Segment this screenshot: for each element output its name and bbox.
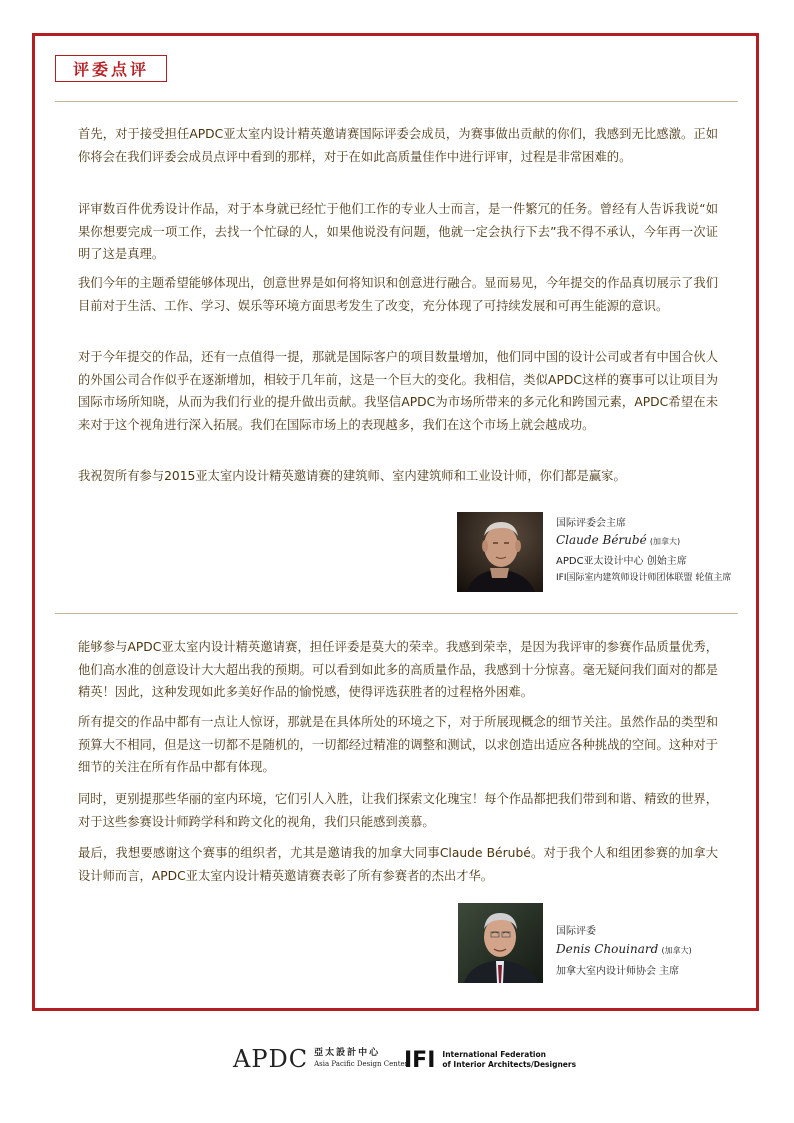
signature-block-1: [556, 516, 731, 586]
ifi-logo-line-2: of Interior Architects/Designers: [442, 1060, 577, 1069]
apdc-logo-chinese: 亞太設計中心: [314, 1048, 381, 1058]
signature-name: Denis Chouinard: [556, 942, 659, 956]
apdc-logo-word: APDC: [233, 1045, 309, 1073]
paragraph-2-1: 能够参与APDC亚太室内设计精英邀请赛，担任评委是莫大的荣幸。我感到荣幸，是因为我评审的参赛作品质量优秀，他们高水准的创意设计大大超出我的预期。可以看到如此多的高质量作品，我感到十分惊喜。毫无疑问我们面对的都是精英！因此，这种发现如此多美好作品的愉悦感，使得评选获胜者的过程格外困难。: [78, 640, 718, 699]
section-title: 评委点评: [55, 55, 167, 82]
ifi-logo-word: IFI: [404, 1047, 436, 1073]
divider-top: [55, 101, 738, 102]
signature-country: (加拿大): [649, 537, 681, 546]
signature-role-apdc: APDC亚太设计中心 创始主席: [556, 556, 687, 567]
paragraph-2-4: 最后，我想要感谢这个赛事的组织者，尤其是邀请我的加拿大同事Claude Bérubé。对于我个人和组团参赛的加拿大设计师而言，APDC亚太室内设计精英邀请赛表彰了所有参赛者的杰出才华。: [78, 846, 718, 883]
paragraph-1-4: 对于今年提交的作品，还有一点值得一提，那就是国际客户的项目数量增加，他们同中国的设计公司或者有中国合伙人的外国公司合作似乎在逐渐增加，相较于几年前，这是一个巨大的变化。我相信，类似APDC这样的赛事可以让项目为国际市场所知晓，从而为我们行业的提升做出贡献。我坚信APDC为市场所带来的多元化和跨国元素，APDC希望在未来对于这个视角进行深入拓展。我们在国际市场上的表现越多，我们在这个市场上就会越成功。: [78, 350, 718, 432]
paragraph-2-3: 同时，更别提那些华丽的室内环境，它们引人入胜，让我们探索文化瑰宝！每个作品都把我们带到和谐、精致的世界，对于这些参赛设计师跨学科和跨文化的视角，我们只能感到羡慕。: [78, 792, 718, 829]
paragraph-1-1: 首先，对于接受担任APDC亚太室内设计精英邀请赛国际评委会成员，为赛事做出贡献的你们，我感到无比感激。正如你将会在我们评委会成员点评中看到的那样，对于在如此高质量佳作中进行评审，过程是非常困难的。: [78, 127, 718, 164]
signature-role-association: 加拿大室内设计师协会 主席: [556, 966, 680, 977]
signature-name: Claude Bérubé: [556, 533, 647, 547]
paragraph-1-5: 我祝贺所有参与2015亚太室内设计精英邀请赛的建筑师、室内建筑师和工业设计师，你们都是赢家。: [78, 469, 626, 483]
ifi-logo-line-1: International Federation: [442, 1050, 546, 1059]
signature-role: 国际评委会主席: [556, 518, 626, 529]
apdc-logo: [233, 1044, 408, 1074]
portrait-claude-berube: [457, 512, 543, 592]
paragraph-1-3: 我们今年的主题希望能够体现出，创意世界是如何将知识和创意进行融合。显而易见，今年提交的作品真切展示了我们目前对于生活、工作、学习、娱乐等环境方面思考发生了改变，充分体现了可持续发展和可再生能源的意识。: [78, 276, 718, 313]
paragraph-1-2: 评审数百件优秀设计作品，对于本身就已经忙于他们工作的专业人士而言，是一件繁冗的任务。曾经有人告诉我说“如果你想要完成一项工作，去找一个忙碌的人，如果他说没有问题，他就一定会执行下去”我不得不承认，今年再一次证明了这是真理。: [78, 202, 718, 261]
signature-block-2: [556, 924, 692, 979]
signature-role-ifi: IFI国际室内建筑师设计师团体联盟 轮值主席: [556, 573, 732, 583]
apdc-logo-english: Asia Pacific Design Center: [314, 1060, 409, 1068]
portrait-denis-chouinard: [458, 903, 543, 983]
signature-country: (加拿大): [661, 946, 692, 955]
divider-middle: [55, 613, 738, 614]
signature-role: 国际评委: [556, 926, 596, 937]
paragraph-2-2: 所有提交的作品中都有一点让人惊讶，那就是在具体所处的环境之下，对于所展现概念的细节关注。虽然作品的类型和预算大不相同，但是这一切都不是随机的，一切都经过精准的调整和测试，以求创造出适应各种挑战的空间。这种对于细节的关注在所有作品中都有体现。: [78, 715, 718, 774]
ifi-logo: [404, 1046, 576, 1074]
